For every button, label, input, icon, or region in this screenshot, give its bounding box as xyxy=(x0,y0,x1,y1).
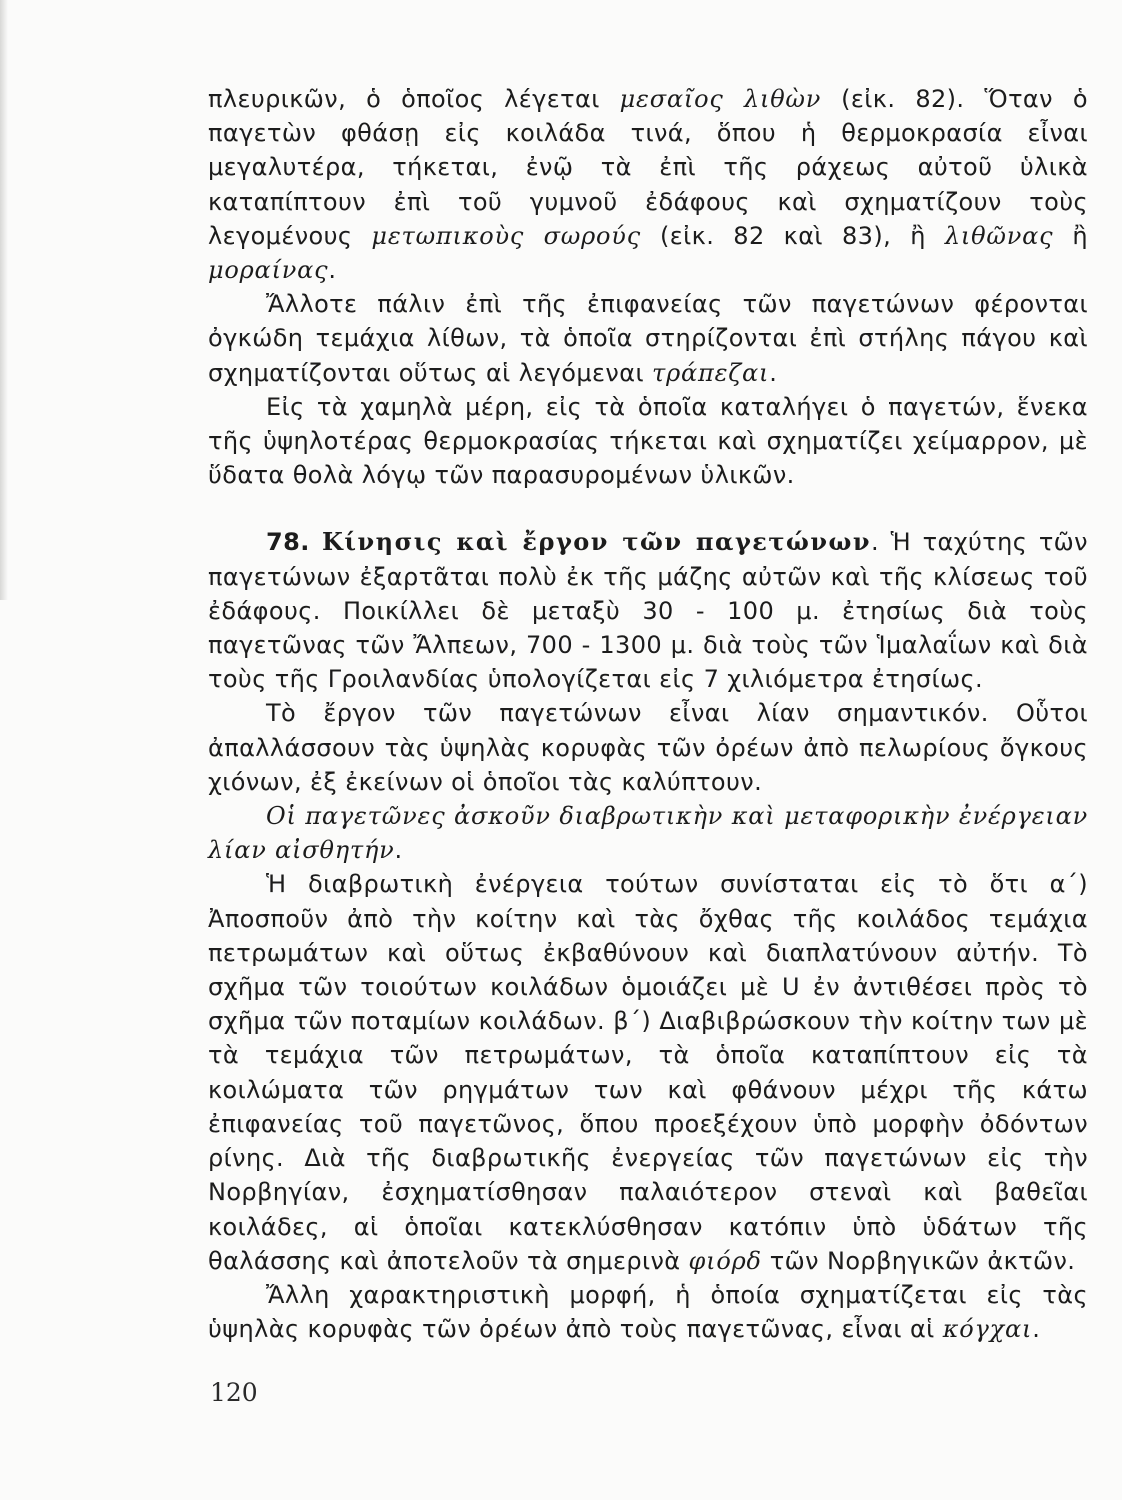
text-run: πλευρικῶν, ὁ ὁποῖος λέγεται xyxy=(208,85,620,113)
italic-term: κόγχαι xyxy=(942,1315,1033,1344)
text-run: . xyxy=(769,358,778,387)
text-run: . xyxy=(328,256,337,285)
page-number: 120 xyxy=(210,1378,258,1407)
text-run: (εἰκ. 82). Ὅταν ὁ παγετὼν φθάσῃ εἰς κοιλάδα τινά, ὅπου ἡ θερμοκρασία εἶναι μεγαλυτέρα, τήκεται, ἐνῷ τὰ ἐπὶ τῆς ράχεως αὐτοῦ ὑλικὰ καταπίπτουν ἐπὶ τοῦ γυμνοῦ ἐδάφους καὶ σχηματίζουν τοὺς λεγομένους xyxy=(208,85,1088,250)
italic-term: μετωπικοὺς σωρούς xyxy=(371,221,641,250)
section-number: 78. xyxy=(266,528,323,557)
page-edge-shadow xyxy=(0,0,8,600)
italic-term: φιόρδ xyxy=(688,1246,762,1275)
paragraph xyxy=(208,696,1088,799)
paragraph xyxy=(208,287,1088,390)
section-title: Κίνησις καὶ ἔργον τῶν παγετώνων xyxy=(322,527,872,557)
text-run: . xyxy=(394,836,403,865)
text-run: Τὸ ἔργον τῶν παγετώνων εἶναι λίαν σημαντικόν. Οὗτοι ἀπαλλάσσουν τὰς ὑψηλὰς κορυφὰς τῶν ὀρέων ἀπὸ πελωρίους ὄγκους χιόνων, ἐξ ἐκείνων οἱ ὁποῖοι τὰς καλύπτουν. xyxy=(208,699,1088,796)
text-run: (εἰκ. 82 καὶ 83), ἢ xyxy=(640,221,945,250)
text-run: Ἄλλη χαρακτηριστικὴ μορφή, ἡ ὁποία σχηματίζεται εἰς τὰς ὑψηλὰς κορυφὰς τῶν ὀρέων ἀπὸ τοὺς παγετῶνας, εἶναι αἱ xyxy=(208,1280,1088,1344)
body-text xyxy=(208,82,1088,1346)
text-run: τῶν Νορβηγικῶν ἀκτῶν. xyxy=(761,1246,1076,1275)
text-run: . xyxy=(1032,1315,1041,1344)
text-run: Ἄλλοτε πάλιν ἐπὶ τῆς ἐπιφανείας τῶν παγετώνων φέρονται ὀγκώδη τεμάχια λίθων, τὰ ὁποῖα στηρίζονται ἐπὶ στήλης πάγου καὶ σχηματίζονται οὕτως αἱ λεγόμεναι xyxy=(208,290,1088,387)
text-run: ἢ xyxy=(1053,221,1089,250)
text-run: Εἰς τὰ χαμηλὰ μέρη, εἰς τὰ ὁποῖα καταλήγει ὁ παγετών, ἕνεκα τῆς ὑψηλοτέρας θερμοκρασίας τήκεται καὶ σχηματίζει χείμαρρον, μὲ ὕδατα θολὰ λόγῳ τῶν παρασυρομένων ὑλικῶν. xyxy=(208,392,1088,490)
section-gap xyxy=(208,492,1088,525)
italic-statement: Οἱ παγετῶνες ἀσκοῦν διαβρωτικὴν καὶ μεταφορικὴν ἐνέργειαν λίαν αἰσθητήν xyxy=(208,802,1088,865)
paragraph xyxy=(208,799,1088,867)
paragraph xyxy=(208,82,1088,287)
italic-term: τράπεζαι xyxy=(652,358,770,387)
italic-term: λιθῶνας xyxy=(944,221,1054,250)
paragraph xyxy=(208,390,1088,493)
paragraph xyxy=(208,867,1088,1277)
italic-term: μοραίνας xyxy=(208,256,329,285)
text-run: Ἡ διαβρωτικὴ ἐνέργεια τούτων συνίσταται εἰς τὸ ὅτι α΄) Ἀποσποῦν ἀπὸ τὴν κοίτην καὶ τὰς ὄχθας τῆς κοιλάδος τεμάχια πετρωμάτων καὶ οὕτως ἐκβαθύνουν καὶ διαπλατύνουν αὐτήν. Τὸ σχῆμα τῶν τοιούτων κοιλάδων ὁμοιάζει μὲ U ἐν ἀντιθέσει πρὸς τὸ σχῆμα τῶν ποταμίων κοιλάδων. β΄) Διαβιβρώσκουν τὴν κοίτην των μὲ τὰ τεμάχια τῶν πετρωμάτων, τὰ ὁποῖα καταπίπτουν εἰς τὰ κοιλώματα τῶν ρηγμάτων των καὶ φθάνουν μέχρι τῆς κάτω ἐπιφανείας τοῦ παγετῶνος, ὅπου προεξέχουν ὑπὸ μορφὴν ὀδόντων ρίνης. Διὰ τῆς διαβρωτικῆς ἐνεργείας τῶν παγετώνων εἰς τὴν Νορβηγίαν, ἐσχηματίσθησαν παλαιότερον στεναὶ καὶ βαθεῖαι κοιλάδες, αἱ ὁποῖαι κατεκλύσθησαν κατόπιν ὑπὸ ὑδάτων τῆς θαλάσσης καὶ ἀποτελοῦν τὰ σημερινὰ xyxy=(208,870,1088,1275)
paragraph xyxy=(208,1278,1088,1346)
italic-term: μεσαῖος λιθὼν xyxy=(619,85,822,113)
text-run: . Ἡ ταχύτης τῶν παγετώνων ἐξαρτᾶται πολὺ ἐκ τῆς μάζης αὐτῶν καὶ τῆς κλίσεως τοῦ ἐδάφους. Ποικίλλει δὲ μεταξὺ 30 - 100 μ. ἐτησίως διὰ τοὺς παγετῶνας τῶν Ἄλπεων, 700 - 1300 μ. διὰ τοὺς τῶν Ἱμαλαΐων καὶ διὰ τοὺς τῆς Γροιλανδίας ὑπολογίζεται εἰς 7 χιλιόμετρα ἐτησίως. xyxy=(208,528,1088,694)
section-paragraph xyxy=(208,525,1088,696)
